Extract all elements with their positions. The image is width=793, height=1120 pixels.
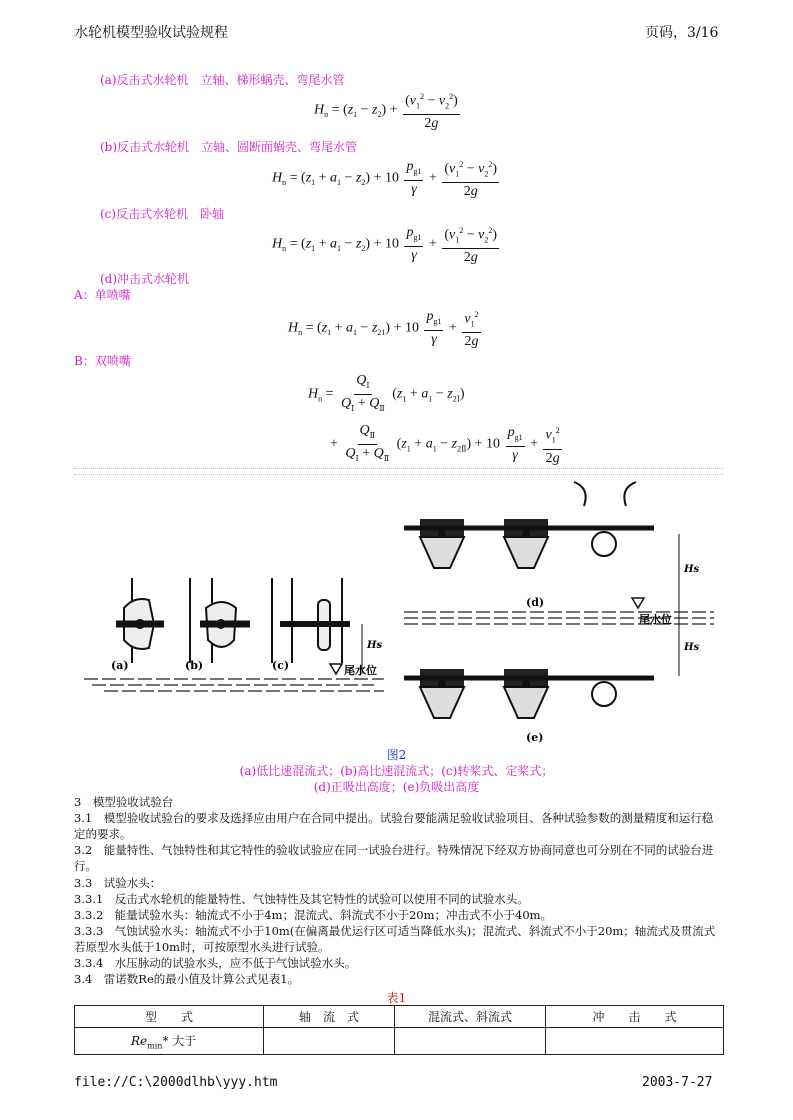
section-3-heading: 3 模型验收试验台 [74,795,174,809]
label-b: (b) [185,659,204,672]
section-3-3-3: 3.3.3 气蚀试验水头：轴流式不小于10m(在偏离最优运行区可适当降低水头)；混流式、斜流式不小于20m；轴流式及贯流式若原型水头低于10m时，可按原型水头进行试验。 [74,924,716,954]
section-3-3-4: 3.3.4 水压脉动的试验水头，应不低于气蚀试验水头。 [74,956,357,970]
tail-water-left: 尾水位 [344,664,377,677]
figure-caption-line1: (a)低比速混流式；(b)高比速混流式；(c)转桨式、定桨式； [239,764,554,778]
label-c: (c) [272,659,290,672]
section-3-3-1: 3.3.1 反击式水轮机的能量特性、气蚀特性及其它特性的试验可以使用不同的试验水头。 [74,892,529,906]
header-mixed: 混流式、斜流式 [395,1006,546,1028]
figure-caption-line2: (d)正吸出高度；(e)负吸出高度 [313,780,480,794]
page-number: 页码，3/16 [645,25,719,41]
figure-number: 图2 [386,748,407,762]
re-impulse-cell [546,1028,724,1055]
section-3-4: 3.4 雷诺数Re的最小值及计算公式见表1。 [74,972,300,986]
turbine-a [116,599,164,649]
label-a: (a) [111,659,129,672]
equation-single-nozzle: $H_n = (z_1 + a_1 - z_{21}) + 10$ $\frac{p_{g1}}{\gamma}$ + $\frac{v_1^2}{2g}$ [288,306,483,350]
single-nozzle-label: A：单喷嘴 [74,288,131,302]
turbine-figure [74,478,724,750]
equation-double-nozzle-1: $H_n$ = $\frac{Q_Ⅰ}{Q_Ⅰ + Q_Ⅱ}$ $(z_1 + a_1 - z_{2Ⅰ})$ [308,373,465,413]
header-axial: 轴 流 式 [264,1006,395,1028]
footer-date: 2003-7-27 [642,1075,713,1090]
label-e: (e) [526,731,544,744]
section-3-3-2: 3.3.2 能量试验水头：轴流式不小于4m；混流式、斜流式不小于20m；冲击式不小于40m。 [74,908,553,922]
hs-right-lower: Hs [684,642,700,653]
re-mixed-cell [395,1028,546,1055]
turbine-e-group [404,669,654,718]
header-type: 型 式 [75,1006,264,1028]
section-3-3: 3.3 试验水头： [74,876,162,890]
equation-b: $H_n = (z_1 + a_1 - z_2) + 10$ $\frac{p_{g1}}{\gamma}$ + $\frac{(v_1^2 - v_2^2)}{2g}$ [272,156,501,200]
equation-double-nozzle-2: + $\frac{Q_Ⅱ}{Q_Ⅰ + Q_Ⅱ}$ $(z_1 + a_1 - z_{2Ⅱ}) + 10$ $\frac{p_{g1}}{\gamma}$ + $\frac{v_1^2}{2g}$ [330,423,560,466]
double-nozzle-label: B：双喷嘴 [74,354,131,368]
re-axial-cell [264,1028,395,1055]
equation-c: $H_n = (z_1 + a_1 - z_2) + 10$ $\frac{p_{g1}}{\gamma}$ + $\frac{(v_1^2 - v_2^2)}{2g}$ [272,222,501,266]
dotted-rule [74,474,724,475]
label-d: (d) [526,596,545,609]
tail-water-right: 尾水位 [639,613,672,626]
item-a-label: (a)反击式水轮机 立轴、梯形蜗壳、弯尾水管 [100,73,345,87]
turbine-c [280,600,350,650]
equation-a: $H_n = (z_1 - z_2)$ + $\frac{(v_1^2 - v_2^2)}{2g}$ [314,88,462,132]
document-title: 水轮机模型验收试验规程 [74,25,228,41]
table-row [75,1028,724,1055]
table-header-row [75,1006,724,1028]
turbine-d-group [404,482,654,568]
table-1 [74,1005,724,1055]
table-1-title: 表1 [386,991,407,1005]
hs-left: Hs [367,640,383,651]
turbine-b [200,602,250,647]
footer-file-path: file://C:\2000dlhb\yyy.htm [74,1075,278,1090]
re-min-cell: $Re_{min}*$ 大于 [75,1028,264,1055]
section-3-2: 3.2 能量特性、气蚀特性和其它特性的验收试验应在同一试验台进行。特殊情况下经双方协商同意也可分别在不同的试验台进行。 [74,843,714,873]
section-3-1: 3.1 模型验收试验台的要求及选择应由用户在合同中提出。试验台要能满足验收试验项目、各种试验参数的测量精度和运行稳定的要求。 [74,811,714,841]
hs-right-upper: Hs [684,564,700,575]
item-b-label: (b)反击式水轮机 立轴、圆断面蜗壳、弯尾水管 [100,140,358,154]
dotted-rule [74,468,724,469]
header-impulse: 冲 击 式 [546,1006,724,1028]
item-c-label: (c)反击式水轮机 卧轴 [100,207,225,221]
item-d-label: (d)冲击式水轮机 [100,272,190,286]
